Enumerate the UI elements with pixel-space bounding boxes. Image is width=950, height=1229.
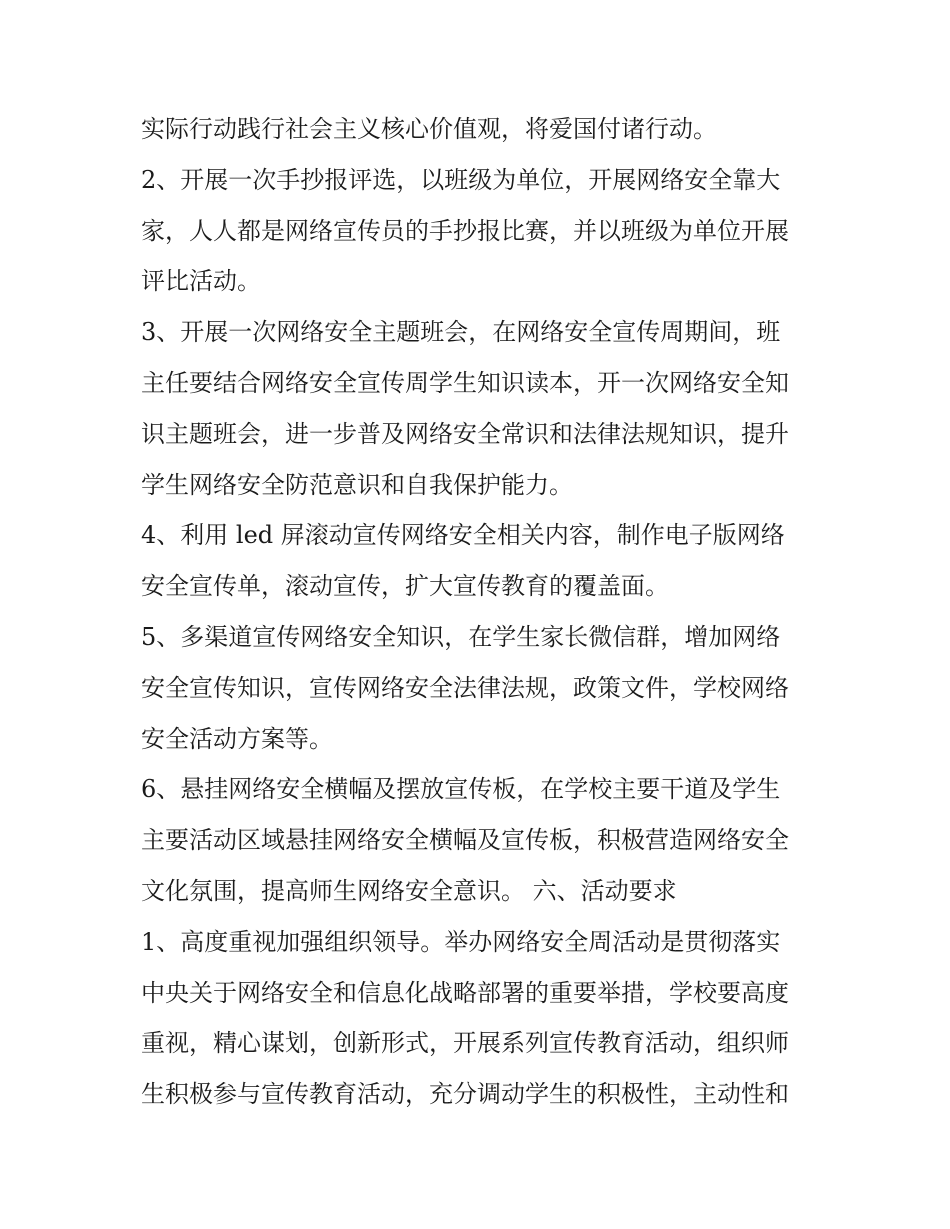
document-body: [141, 104, 821, 1120]
text-line: 文化氛围，提高师生网络安全意识。 六、活动要求: [141, 876, 677, 905]
text-line: 评比活动。: [141, 267, 261, 296]
text-line: 实际行动践行社会主义核心价值观，将爱国付诸行动。: [141, 115, 717, 143]
text-line: 主要活动区域悬挂网络安全横幅及宣传板，积极营造网络安全: [141, 826, 789, 855]
text-line: 主任要结合网络安全宣传周学生知识读本，开一次网络安全知: [141, 368, 789, 397]
text-line: 家，人人都是网络宣传员的手抄报比赛，并以班级为单位开展: [141, 216, 789, 245]
text-line: 4、利用 led 屏滚动宣传网络安全相关内容，制作电子版网络: [141, 521, 785, 550]
text-line: 中央关于网络安全和信息化战略部署的重要举措，学校要高度: [141, 978, 789, 1007]
text-line: 安全宣传单，滚动宣传，扩大宣传教育的覆盖面。: [141, 572, 669, 601]
text-line: 安全宣传知识，宣传网络安全法律法规，政策文件，学校网络: [141, 673, 789, 702]
text-line: 安全活动方案等。: [141, 724, 333, 753]
text-line: 重视，精心谋划，创新形式，开展系列宣传教育活动，组织师: [141, 1029, 789, 1058]
text-line: 1、高度重视加强组织领导。举办网络安全周活动是贯彻落实: [141, 927, 781, 956]
text-line: 3、开展一次网络安全主题班会，在网络安全宣传周期间，班: [141, 318, 781, 347]
text-line: 学生网络安全防范意识和自我保护能力。: [141, 470, 573, 499]
text-line: 识主题班会，进一步普及网络安全常识和法律法规知识，提升: [141, 419, 789, 448]
text-line: 5、多渠道宣传网络安全知识，在学生家长微信群，增加网络: [141, 622, 781, 651]
text-line: 生积极参与宣传教育活动，充分调动学生的积极性，主动性和: [141, 1080, 789, 1109]
text-line: 6、悬挂网络安全横幅及摆放宣传板，在学校主要干道及学生: [141, 775, 781, 804]
text-line: 2、开展一次手抄报评选，以班级为单位，开展网络安全靠大: [141, 165, 781, 194]
